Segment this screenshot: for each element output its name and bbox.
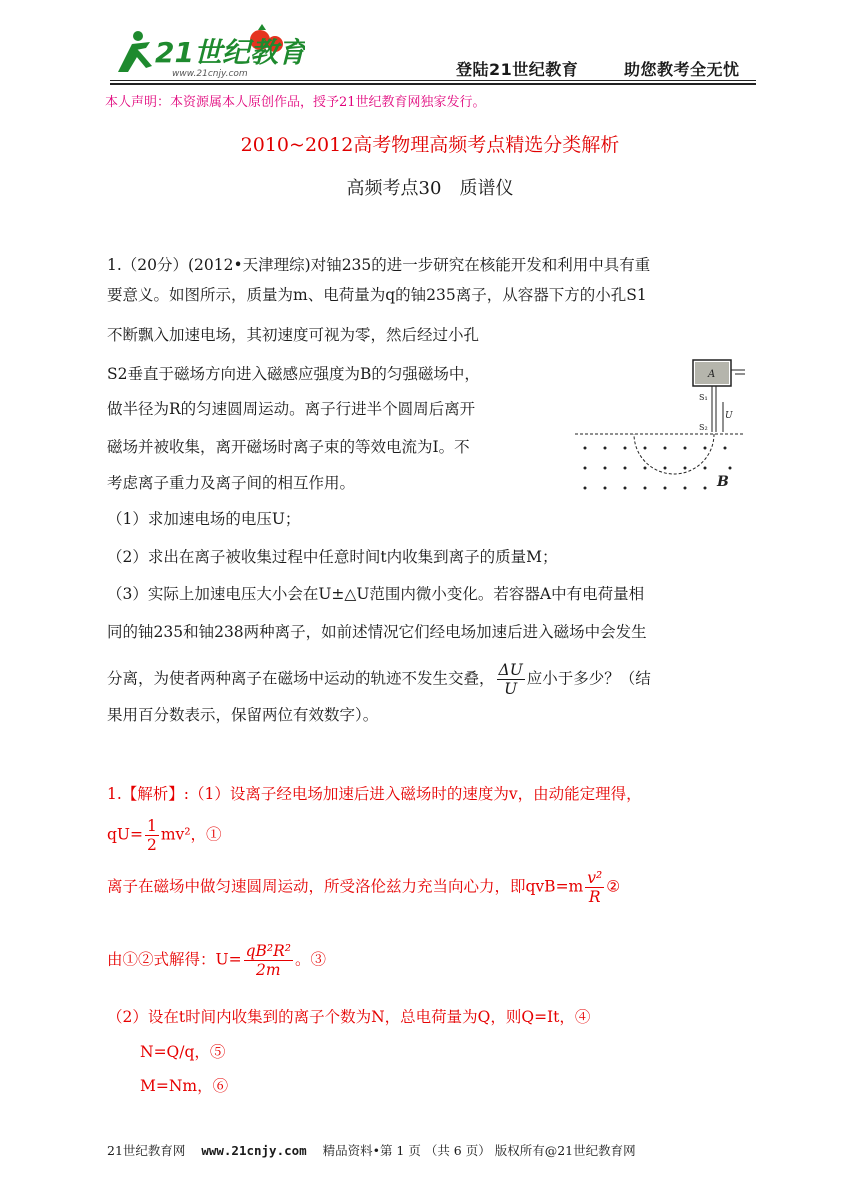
answer-line: N=Q/q，⑤ [140, 1043, 226, 1061]
fraction-denominator: 2 [146, 836, 157, 854]
fraction-numerator: qB²R² [245, 942, 291, 960]
copyright-notice: 本人声明：本资源属本人原创作品，授予21世纪教育网独家发行。 [105, 95, 486, 110]
running-man-logo-icon [110, 22, 305, 80]
fraction-numerator: ΔU [498, 661, 523, 679]
fraction-denominator: 2m [255, 961, 281, 979]
voltage-formula-fraction [244, 942, 293, 979]
answer-line: （2）设在t时间内收集到的离子个数为N，总电荷量为Q，则Q=It，④ [107, 1008, 591, 1026]
answer-line: M=Nm，⑥ [140, 1077, 229, 1095]
fraction-denominator: U [504, 680, 518, 698]
answer-text: 离子在磁场中做匀速圆周运动，所受洛伦兹力充当向心力，即qvB=m [107, 877, 584, 896]
label-s2: S₂ [699, 423, 708, 432]
answer-line-with-fraction [107, 817, 222, 854]
question-line: 1.（20分）(2012•天津理综)对铀235的进一步研究在核能开发和利用中具有重 [107, 256, 651, 274]
mass-spectrometer-figure [575, 350, 745, 495]
label-s1: S₁ [699, 393, 708, 402]
question-line: （3）实际上加速电压大小会在U±△U范围内微小变化。若容器A中有电荷量相 [107, 585, 645, 603]
footer-site: 21世纪教育网 [107, 1143, 186, 1158]
question-line: 果用百分数表示，保留两位有效数字）。 [107, 706, 379, 724]
site-logo[interactable] [110, 22, 305, 80]
section-title: 高频考点30 质谱仪 [346, 178, 514, 199]
question-line: 做半径为R的匀速圆周运动。离子行进半个圆周后离开 [107, 400, 476, 418]
question-line: （2）求出在离子被收集过程中任意时间t内收集到离子的质量M； [107, 548, 558, 566]
logo-url: www.21cnjy.com [172, 69, 248, 79]
header-rule-thick [110, 83, 756, 85]
footer-page-info: 精品资料•第 1 页 （共 6 页） 版权所有@21世纪教育网 [322, 1143, 636, 1158]
question-line: 考虑离子重力及离子间的相互作用。 [107, 474, 356, 492]
question-line: 同的铀235和铀238两种离子，如前述情况它们经电场加速后进入磁场中会发生 [107, 623, 647, 641]
delta-u-over-u-fraction [497, 661, 525, 698]
fraction-numerator: 1 [146, 817, 157, 835]
slogan-right: 助您教考全无忧 [624, 60, 740, 79]
slogan-left: 登陆21世纪教育 [456, 60, 579, 79]
document-title: 2010~2012高考物理高频考点精选分类解析 [240, 134, 620, 156]
question-line [107, 661, 651, 698]
answer-text: ② [606, 877, 621, 896]
question-line: （1）求加速电场的电压U； [107, 510, 301, 528]
question-line: 不断飘入加速电场，其初速度可视为零，然后经过小孔 [107, 326, 480, 344]
label-u: U [725, 411, 733, 421]
question-line-text: 应小于多少？（结 [526, 669, 651, 688]
answer-line-with-fraction [107, 942, 326, 979]
fraction-denominator: R [588, 888, 601, 906]
label-b: B [717, 474, 729, 490]
answer-text: qU= [107, 825, 143, 844]
magnetic-field-dots [584, 447, 732, 490]
fraction-numerator: v² [587, 869, 603, 887]
answer-text: 由①②式解得：U= [107, 950, 242, 969]
page-footer [107, 1141, 636, 1159]
answer-line: 1.【解析】:（1）设离子经电场加速后进入磁场时的速度为v，由动能定理得， [107, 785, 642, 803]
question-line: S2垂直于磁场方向进入磁感应强度为B的匀强磁场中， [107, 365, 480, 383]
answer-line-with-fraction [107, 869, 620, 906]
answer-text: 。③ [294, 950, 326, 969]
footer-url-link[interactable]: www.21cnjy.com [201, 1143, 307, 1158]
question-line-text: 分离，为使者两种离子在磁场中运动的轨迹不发生交叠， [107, 669, 495, 688]
question-line: 磁场并被收集，离开磁场时离子束的等效电流为I。不 [107, 438, 470, 456]
one-half-fraction [145, 817, 159, 854]
v-squared-over-r-fraction [585, 869, 604, 906]
header-rule [110, 80, 756, 81]
question-line: 要意义。如图所示，质量为m、电荷量为q的铀235离子，从容器下方的小孔S1 [107, 286, 647, 304]
logo-text: 21世纪教育 [155, 36, 305, 69]
answer-text: mv²，① [160, 825, 222, 844]
label-a: A [708, 369, 716, 380]
